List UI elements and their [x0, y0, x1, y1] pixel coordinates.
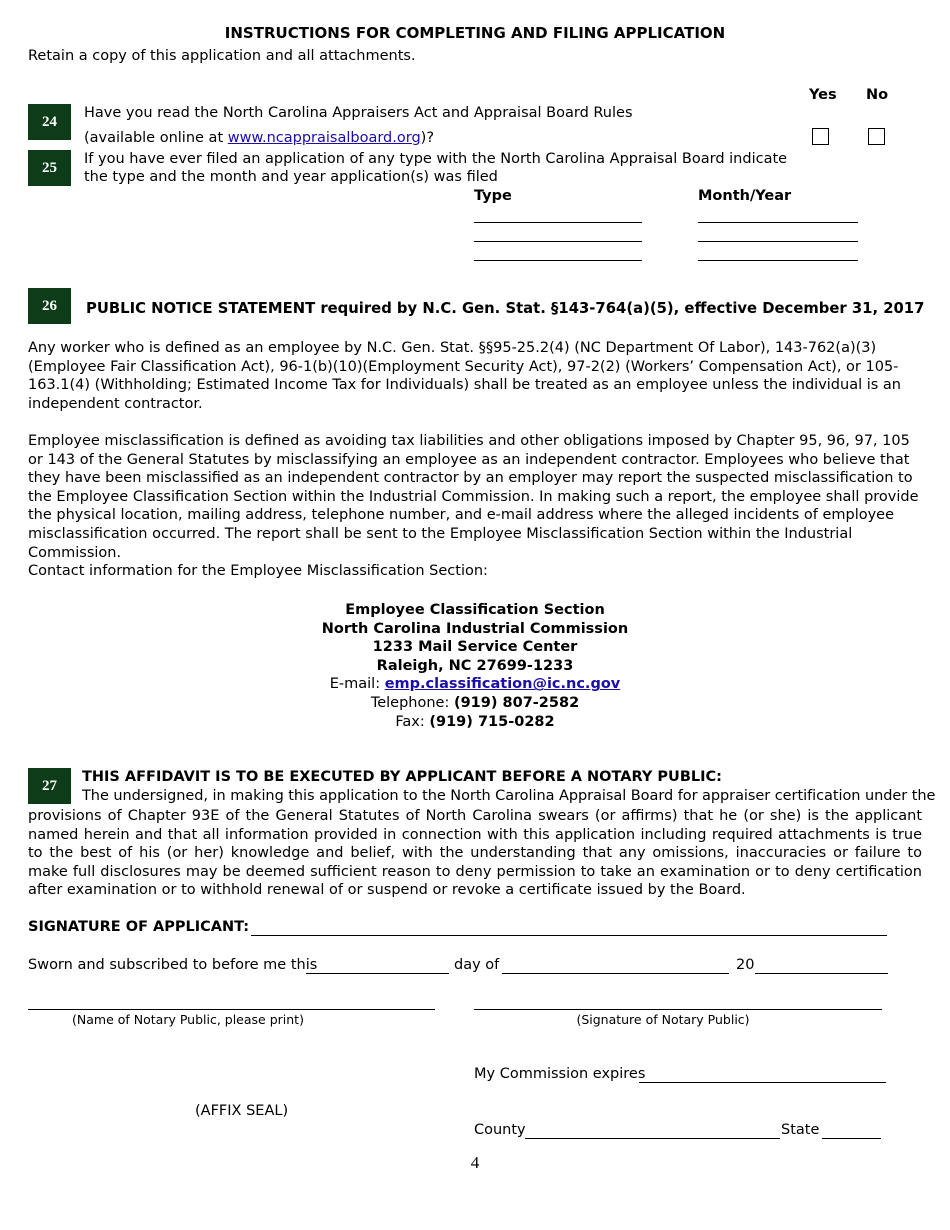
- county-label: County: [474, 1122, 526, 1138]
- applicant-signature-line[interactable]: [251, 935, 887, 936]
- q25-type-header: Type: [474, 188, 512, 204]
- notary-name-line[interactable]: [28, 1009, 435, 1010]
- public-notice-para2: Employee misclassification is defined as avoiding tax liabilities and other obligations imposed by Chapter 95, 96, 97, 105 or 143 of the General Statutes by misclassifying an employee as an independent contractor. Employees who believe that they have been misclassified as an independent contractor by an employer may report the suspected misclassification to the Employee Classification Section within the Industrial Commission. In making such a report, the employee shall provide the physical location, mailing address, telephone number, and e-mail address where the alleged incidents of employee misclassification occurred. The report shall be sent to the Employee Misclassification Section within the Industrial Commission.: [28, 433, 919, 561]
- notary-name-caption: (Name of Notary Public, please print): [72, 1012, 304, 1027]
- q24-yes-checkbox[interactable]: [812, 128, 829, 145]
- q25-type-line-2[interactable]: [474, 241, 642, 242]
- question-24-badge: 24: [28, 104, 71, 140]
- year-prefix: 20: [736, 957, 755, 973]
- email-label: E-mail:: [329, 676, 385, 693]
- commission-expires-line[interactable]: [639, 1082, 886, 1083]
- ncappraisalboard-link[interactable]: www.ncappraisalboard.org: [227, 130, 421, 146]
- page-number: 4: [470, 1153, 480, 1172]
- q24-link-line: [84, 130, 434, 146]
- signature-applicant-label: SIGNATURE OF APPLICANT:: [28, 919, 250, 935]
- q25-month-year-header: Month/Year: [698, 188, 792, 204]
- contact-fax-row: [0, 713, 950, 732]
- q25-month-line-3[interactable]: [698, 260, 858, 261]
- q25-text-line2: the type and the month and year application(s) was filed: [84, 169, 498, 185]
- county-line[interactable]: [525, 1138, 780, 1139]
- commission-expires-label: My Commission expires: [474, 1066, 646, 1082]
- contact-phone: (919) 807-2582: [453, 694, 580, 711]
- q25-type-line-3[interactable]: [474, 260, 642, 261]
- contact-address-line1: 1233 Mail Service Center: [372, 639, 578, 656]
- public-notice-heading: PUBLIC NOTICE STATEMENT required by N.C. Gen. Stat. §143-764(a)(5), effective December 31, 2017: [86, 300, 925, 317]
- q25-type-line-1[interactable]: [474, 222, 642, 223]
- affidavit-heading: THIS AFFIDAVIT IS TO BE EXECUTED BY APPLICANT BEFORE A NOTARY PUBLIC:: [82, 769, 722, 785]
- day-of-label: day of: [454, 957, 500, 973]
- contact-fax: (919) 715-0282: [429, 713, 555, 730]
- q24-link-suffix: )?: [420, 130, 435, 146]
- question-26-badge: 26: [28, 288, 71, 324]
- q25-text-line1: If you have ever filed an application of any type with the North Carolina Appraisal Board indicate: [84, 151, 788, 167]
- contact-section-name: Employee Classification Section: [345, 602, 605, 618]
- state-label: State: [781, 1122, 820, 1138]
- q24-text: Have you read the North Carolina Appraisers Act and Appraisal Board Rules: [84, 105, 633, 121]
- q25-month-line-2[interactable]: [698, 241, 858, 242]
- yes-column-header: Yes: [809, 87, 837, 103]
- notary-signature-caption: (Signature of Notary Public): [576, 1012, 750, 1027]
- sworn-year-line[interactable]: [755, 973, 888, 974]
- affidavit-body: provisions of Chapter 93E of the General Statutes of North Carolina swears (or affirms) that he (or she) is the applicant named herein and that all information provided in connection with this application including required attachments is true to the best of his (or her) knowledge and belief, with the understanding that any omissions, inaccuracies or failure to make full disclosures may be deemed sufficient reason to deny permission to take an examination or to deny certification after examination or to withhold renewal of or suspend or revoke a certificate issued by the Board.: [28, 808, 922, 899]
- phone-label: Telephone:: [370, 694, 454, 711]
- sworn-month-line[interactable]: [502, 973, 729, 974]
- contact-phone-row: [0, 694, 950, 713]
- contact-intro: Contact information for the Employee Misclassification Section:: [28, 563, 488, 579]
- q24-no-checkbox[interactable]: [868, 128, 885, 145]
- contact-address-line2: Raleigh, NC 27699-1233: [376, 657, 574, 674]
- contact-email-row: [0, 675, 950, 694]
- contact-block: [0, 601, 950, 731]
- q25-month-line-1[interactable]: [698, 222, 858, 223]
- public-notice-para1: Any worker who is defined as an employee by N.C. Gen. Stat. §§95-25.2(4) (NC Department Of Labor), 143-762(a)(3) (Employee Fair Classification Act), 96-1(b)(10)(Employment Security Act), 97-2(2) (Workers’ Compensation Act), or 105-163.1(4) (Withholding; Estimated Income Tax for Individuals) shall be treated as an employee unless the individual is an independent contractor.: [28, 340, 901, 412]
- no-column-header: No: [866, 87, 889, 103]
- sworn-day-line[interactable]: [306, 973, 449, 974]
- fax-label: Fax:: [395, 713, 430, 730]
- retain-note: Retain a copy of this application and all attachments.: [28, 48, 416, 64]
- affix-seal: (AFFIX SEAL): [195, 1103, 289, 1119]
- contact-commission-name: North Carolina Industrial Commission: [321, 620, 629, 637]
- page-title: INSTRUCTIONS FOR COMPLETING AND FILING APPLICATION: [224, 24, 726, 42]
- q24-link-prefix: (available online at: [84, 130, 228, 146]
- state-line[interactable]: [822, 1138, 881, 1139]
- notary-signature-line[interactable]: [474, 1009, 882, 1010]
- contact-email-link[interactable]: emp.classification@ic.nc.gov: [384, 676, 621, 693]
- question-27-badge: 27: [28, 768, 71, 804]
- affidavit-first-line: The undersigned, in making this application to the North Carolina Appraisal Board for appraiser certification under the: [82, 788, 936, 804]
- sworn-label: Sworn and subscribed to before me this: [28, 957, 318, 973]
- question-25-badge: 25: [28, 150, 71, 186]
